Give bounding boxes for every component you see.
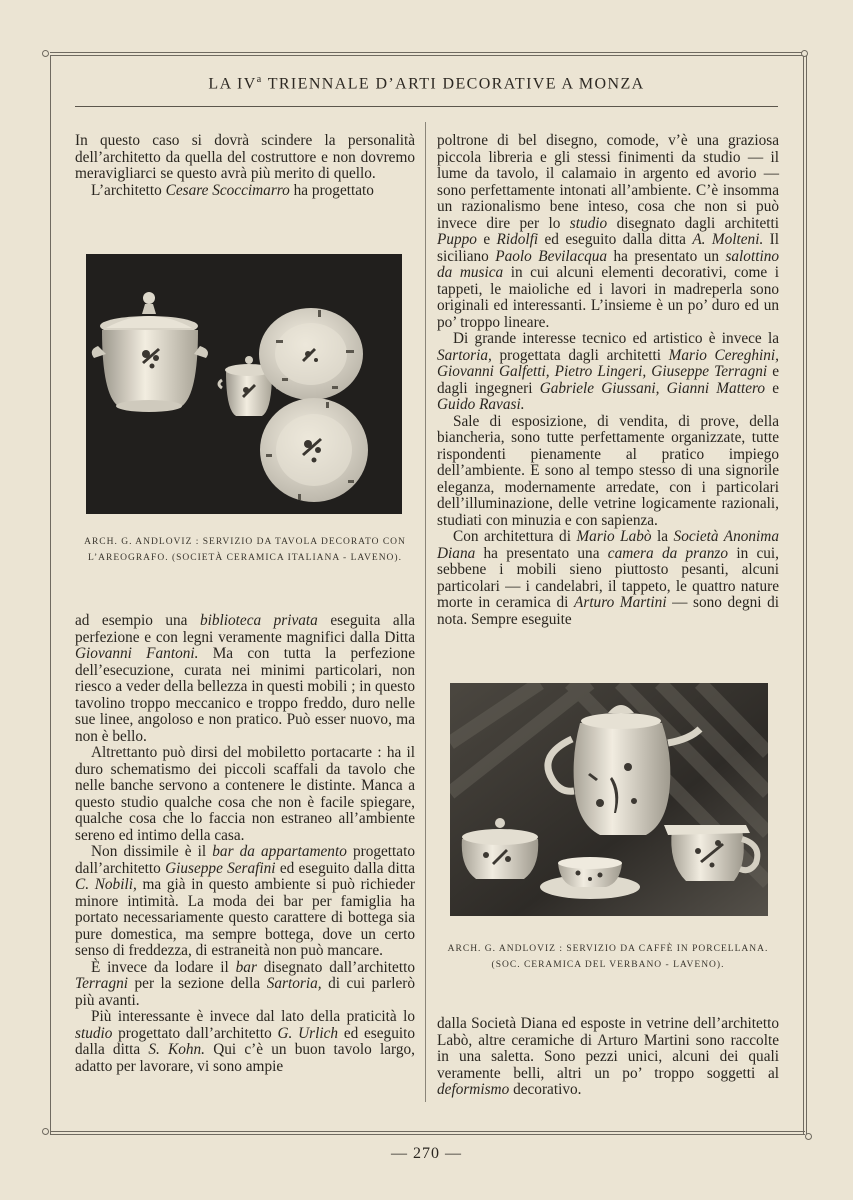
paragraph: ad esempio una biblioteca privata eseguita alla perfezione e con legni veramente magnifici dalla Ditta Giovanni Fantoni. Ma con tutta la perfezione dell’esecuzione, curata nei minimi particolari, non riesco a veder della bellezza in questi mobili ; in questo tavolino troppo meccanico e troppo freddo, duro nelle sue linee, angoloso e non pratico. Può esser nuovo, ma non è bello. bbox=[75, 612, 415, 745]
page-number: — 270 — bbox=[391, 1145, 462, 1162]
frame-corner-ornament bbox=[42, 1128, 49, 1135]
paragraph: In questo caso si dovrà scindere la personalità dell’architetto da quella del costruttore e non dovremo meravigliarci se questo avrà più merito di quello. bbox=[75, 132, 415, 182]
frame-corner-ornament bbox=[42, 50, 49, 57]
column-divider bbox=[425, 122, 426, 1102]
frame-bottom-rule bbox=[50, 1131, 805, 1132]
paragraph: Non dissimile è il bar da appartamento progettato dall’architetto Giuseppe Serafini ed eseguito dalla ditta C. Nobili, ma già in questo ambiente si può richieder minore intimità. La moda dei bar per famiglia ha portato necessariamente questo carattere di bottega sia pure domestica, ma sempre bottega, dove un certo senso di freddezza, di estraneità non può mancare. bbox=[75, 843, 415, 959]
paragraph: poltrone di bel disegno, comode, v’è una graziosa piccola libreria e gli stessi finimenti da studio — il lume da tavolo, il calamaio in argento ed avorio — sono perfettamente intonati all’ambiente. C’è insomma un razionalismo bene inteso, cosa che non si può invece dire per lo studio disegnato dagli architetti Puppo e Ridolfi ed eseguito dalla ditta A. Molteni. Il siciliano Paolo Bevilacqua ha presentato un salottino da musica in cui alcuni elementi decorativi, come i tappeti, le maioliche ed i lavori in madreperla sono originali ed interessanti. L’insieme è un po’ duro ed un po’ troppo lineare. bbox=[437, 132, 779, 331]
frame-right-rule bbox=[803, 55, 804, 1135]
frame-corner-ornament bbox=[805, 1133, 812, 1140]
figure2-caption-line: (SOC. CERAMICA DEL VERBANO - LAVENO). bbox=[491, 960, 725, 970]
frame-bottom-rule-inner bbox=[50, 1134, 805, 1135]
photo-table-service bbox=[86, 254, 402, 514]
frame-top-rule-inner bbox=[50, 55, 805, 56]
right-column-bottom-text bbox=[437, 1016, 779, 1099]
paragraph: Più interessante è invece dal lato della praticità lo studio progettato dall’architetto G. Urlich ed eseguito dalla ditta S. Kohn. Qui c’è un buon tavolo largo, adatto per lavorare, vi sono ampie bbox=[75, 1008, 415, 1075]
paragraph: Di grande interesse tecnico ed artistico è invece la Sartoria, progettata dagli architetti Mario Cereghini, Giovanni Galfetti, Pietro Lingeri, Giuseppe Terragni e dagli ingegneri Gabriele Giussani, Gianni Mattero e Guido Ravasi. bbox=[437, 330, 779, 413]
paragraph: Altrettanto può dirsi del mobiletto portacarte : ha il duro schematismo dei piccoli scaffali da tavolo che nelle banche servono a contenere le distinte. Manca a questo studio qualche cosa che non è facile spiegare, qualche cosa che lo faccia non estraneo all’ambiente sereno ed intimo della casa. bbox=[75, 744, 415, 844]
figure1-caption-line: L’AREOGRAFO. (SOCIETÀ CERAMICA ITALIANA - LAVENO). bbox=[88, 553, 402, 563]
frame-corner-ornament bbox=[801, 50, 808, 57]
frame-left-rule bbox=[50, 55, 51, 1135]
paragraph: È invece da lodare il bar disegnato dall’architetto Terragni per la sezione della Sartoria, di cui parlerò più avanti. bbox=[75, 958, 415, 1009]
photo-coffee-service bbox=[450, 683, 768, 916]
paragraph: dalla Società Diana ed esposte in vetrine dell’architetto Labò, altre ceramiche di Arturo Martini sono raccolte in una saletta. Sono pezzi unici, alcuni dei quali veramente belli, altri un po’ troppo soggetti al deformismo decorativo. bbox=[437, 1015, 779, 1098]
right-column-top-text bbox=[437, 133, 779, 628]
figure2-caption bbox=[437, 941, 779, 973]
frame-top-rule bbox=[50, 52, 805, 53]
frame-right-rule-inner bbox=[806, 55, 807, 1135]
figure2-caption-line: ARCH. G. ANDLOVIZ : SERVIZIO DA CAFFÈ IN PORCELLANA. bbox=[447, 944, 769, 954]
left-column-top-text bbox=[75, 133, 415, 199]
header-rule bbox=[75, 106, 778, 107]
figure1-caption bbox=[75, 534, 415, 566]
running-header: LA $IV^a$ TRIENNALE D’ARTI DECORATIVE A MONZA bbox=[208, 74, 645, 93]
paragraph: Con architettura di Mario Labò la Società Anonima Diana ha presentato una camera da pranzo in cui, sebbene i mobili sieno piuttosto pesanti, alcuni particolari — i candelabri, il tappeto, le quattro nature morte in ceramica di Arturo Martini — sono degni di nota. Sempre eseguite bbox=[437, 528, 780, 628]
figure1-caption-line: ARCH. G. ANDLOVIZ : SERVIZIO DA TAVOLA DECORATO CON bbox=[84, 537, 406, 547]
left-column-bottom-text bbox=[75, 613, 415, 1075]
paragraph: Sale di esposizione, di vendita, di prove, della biancheria, sono tutte perfettamente organizzate, tutte rispondenti pienamente al pratico impiego dell’ambiente. E sono al tempo stesso di una signorile eleganza, modernamente arredate, con i particolari dell’illuminazione, delle vetrine logicamente razionali, studiati con minuzia e con sapienza. bbox=[437, 412, 779, 529]
paragraph: L’architetto Cesare Scoccimarro ha progettato bbox=[91, 181, 374, 199]
